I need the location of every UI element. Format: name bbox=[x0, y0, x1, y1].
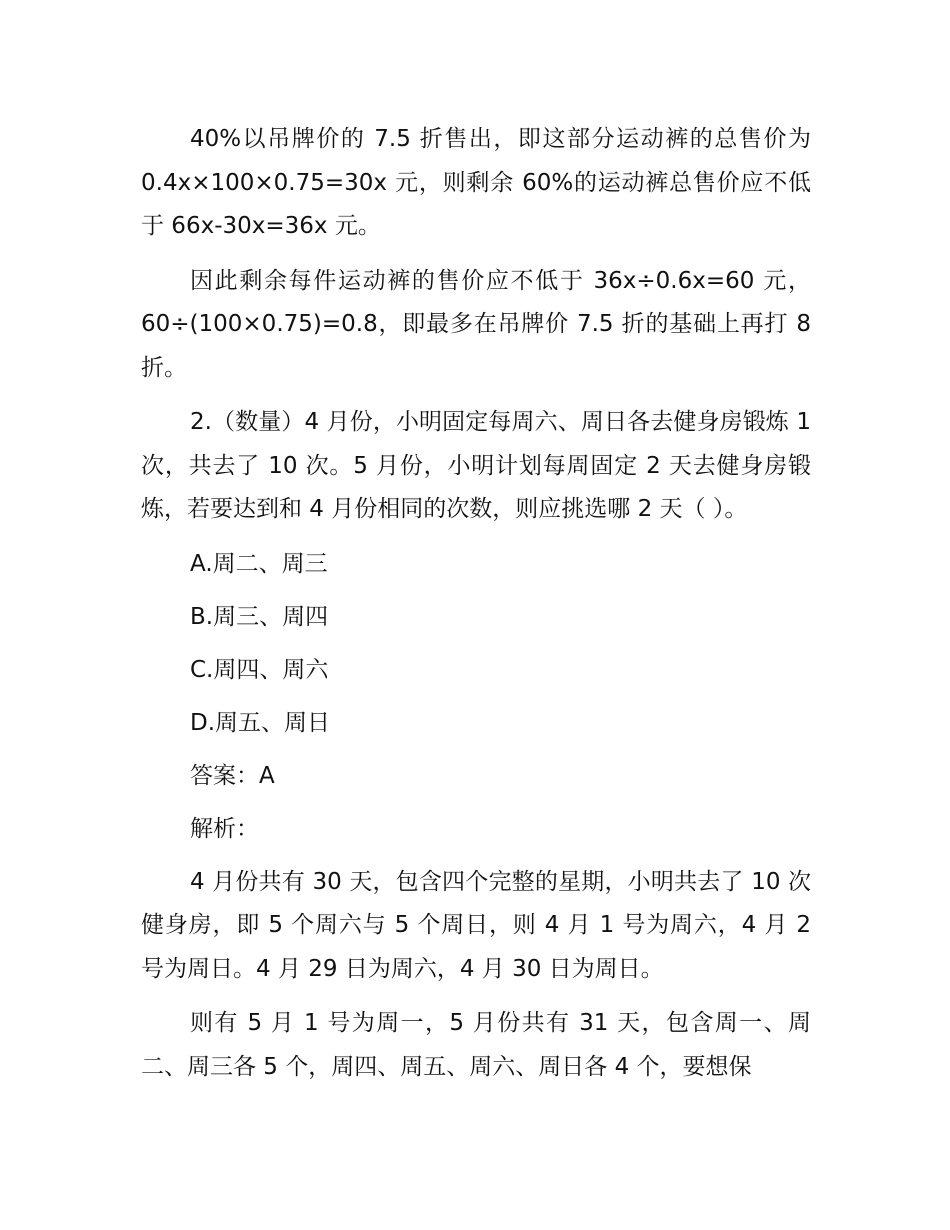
option-d: D.周五、周日 bbox=[190, 709, 331, 736]
analysis-paragraph-1: 4 月份共有 30 天，包含四个完整的星期，小明共去了 10 次健身房，即 5 个周六与 5 个周日，则 4 月 1 号为周六，4 月 2 号为周日。4 月 29 日为周六，4 月 30 日为周日。 bbox=[141, 868, 819, 982]
question-stem: 2.（数量）4 月份，小明固定每周六、周日各去健身房锻炼 1 次，共去了 10 次。5 月份，小明计划每周固定 2 天去健身房锻炼，若要达到和 4 月份相同的次数，则应挑选哪 2 天（ ）。 bbox=[141, 409, 819, 522]
option-b: B.周三、周四 bbox=[190, 603, 329, 630]
analysis-label: 解析： bbox=[190, 815, 259, 842]
option-c: C.周四、周六 bbox=[190, 656, 329, 683]
analysis-paragraph-2: 则有 5 月 1 号为周一，5 月份共有 31 天，包含周一、周二、周三各 5 个，周四、周五、周六、周日各 4 个，要想保 bbox=[141, 1010, 811, 1080]
paragraph-previous-solution-1: 40%以吊牌价的 7.5 折售出，即这部分运动裤的总售价为 0.4x×100×0.75=30x 元，则剩余 60%的运动裤总售价应不低于 66x-30x=36x 元。 bbox=[141, 126, 819, 239]
paragraph-previous-solution-2: 因此剩余每件运动裤的售价应不低于 36x÷0.6x=60 元，60÷(100×0.75)=0.8，即最多在吊牌价 7.5 折的基础上再打 8 折。 bbox=[141, 267, 819, 381]
option-a: A.周二、周三 bbox=[190, 550, 328, 577]
answer-line: 答案：A bbox=[190, 762, 275, 789]
document-body bbox=[141, 118, 819, 1100]
